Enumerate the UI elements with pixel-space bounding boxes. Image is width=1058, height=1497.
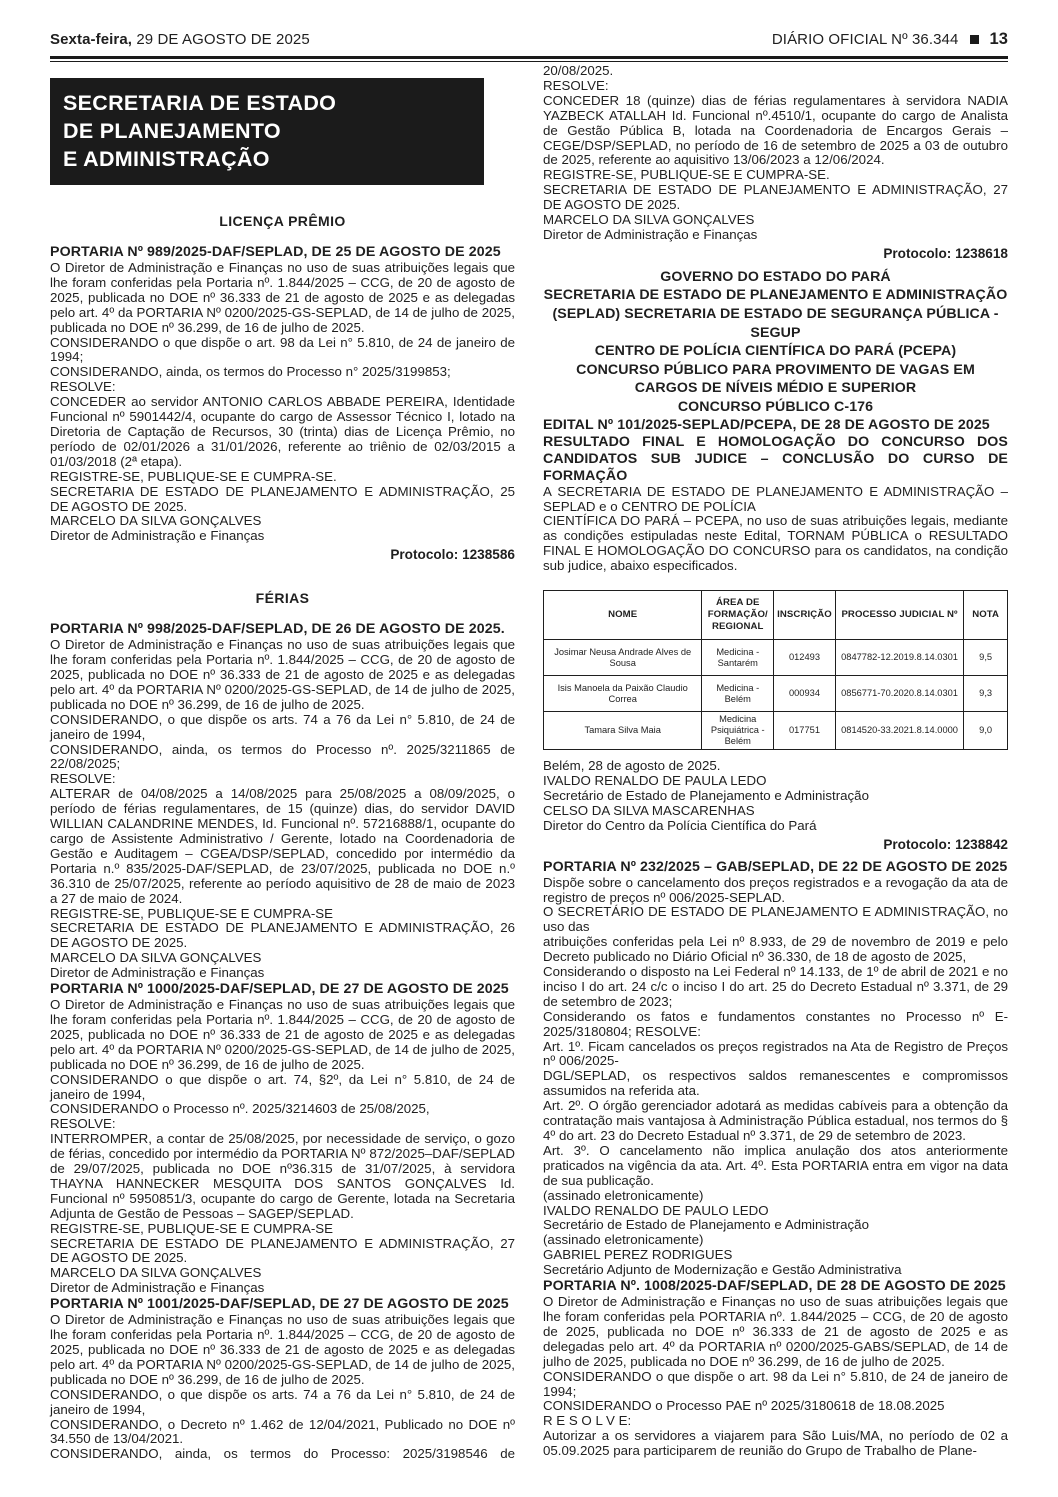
- paragraph: Diretor de Administração e Finanças: [50, 1280, 265, 1296]
- table-cell: 9,5: [964, 640, 1008, 676]
- center-heading: GOVERNO DO ESTADO DO PARÁ: [660, 268, 891, 285]
- banner-line: DE PLANEJAMENTO: [63, 119, 281, 143]
- table-cell: Josimar Neusa Andrade Alves de Sousa: [544, 640, 702, 676]
- paragraph: MARCELO DA SILVA GONÇALVES: [543, 212, 755, 228]
- paragraph: A SECRETARIA DE ESTADO DE PLANEJAMENTO E ADMINISTRAÇÃO – SEPLAD e o CENTRO DE POLÍCIA: [543, 483, 1008, 514]
- table-cell: Medicina - Belém: [702, 676, 774, 712]
- paragraph: Secretário de Estado de Planejamento e Administração: [543, 787, 869, 803]
- paragraph: R E S O L V E:: [543, 1413, 632, 1429]
- table-header-cell: NOTA: [964, 591, 1008, 640]
- journal-title: DIÁRIO OFICIAL Nº 36.344: [771, 31, 959, 48]
- right-column-blocks: [543, 64, 1008, 1459]
- table-row: [544, 640, 1008, 676]
- paragraph: CONSIDERANDO o que dispõe o art. 74, §2º, da Lei n° 5.810, de 24 de janeiro de 1994,: [50, 1071, 515, 1102]
- paragraph: 20/08/2025.: [543, 63, 614, 78]
- paragraph: RESOLVE:: [50, 1116, 116, 1132]
- page-number: 13: [989, 30, 1008, 48]
- paragraph: Diretor do Centro da Polícia Científica do Pará: [543, 817, 817, 833]
- center-heading: CENTRO DE POLÍCIA CIENTÍFICA DO PARÁ (PCEPA): [594, 343, 957, 360]
- paragraph: O SECRETÁRIO DE ESTADO DE PLANEJAMENTO E ADMINISTRAÇÃO, no uso das: [543, 904, 1008, 935]
- paragraph: CONSIDERANDO, o Decreto nº 1.462 de 12/04/2021, Publicado no DOE nº 34.550 de 13/04/2021.: [50, 1416, 515, 1447]
- table-cell: 0856771-70.2020.8.14.0301: [835, 676, 963, 712]
- paragraph: O Diretor de Administração e Finanças no uso de suas atribuições legais que lhe foram conferidas pela Portaria nº. 1.844/2025 – CCG, de 20 de agosto de 2025, publicada no DOE nº 36.333 de 21 de agosto de 2025 e as delegadas pelo art. 4º da PORTARIA Nº 0200/2025-GS-SEPLAD, de 14 de julho de 2025, publicada no DOE nº 36.299, de 16 de julho de 2025.: [50, 637, 515, 712]
- paragraph: CONSIDERANDO, o que dispõe os arts. 74 a 76 da Lei n° 5.810, de 24 de janeiro de 1994,: [50, 711, 515, 742]
- paragraph: Art. 1º. Ficam cancelados os preços registrados na Ata de Registro de Preços nº 006/2025-: [543, 1038, 1008, 1069]
- paragraph: RESOLVE:: [50, 379, 116, 395]
- results-table: [543, 590, 1008, 750]
- center-heading: CONCURSO PÚBLICO PARA PROVIMENTO DE VAGAS EM CARGOS DE NÍVEIS MÉDIO E SUPERIOR: [576, 361, 975, 397]
- paragraph: Considerando os fatos e fundamentos constantes no Processo nº E-2025/3180804; RESOLVE:: [543, 1008, 1008, 1039]
- masthead-date: [50, 31, 310, 48]
- paragraph: IVALDO RENALDO DE PAULO LEDO: [543, 1202, 769, 1218]
- paragraph: (assinado eletronicamente): [543, 1187, 704, 1203]
- paragraph: RESOLVE:: [50, 771, 116, 787]
- protocol-number: Protocolo: 1238586: [390, 547, 515, 563]
- paragraph: CONCEDER 18 (quinze) dias de férias regulamentares à servidora NADIA YAZBECK ATALLAH Id. Funcional nº.4510/1, ocupante do cargo de Analista de Gestão Pública B, lotada na Coordenadoria de Encargos Gerais – CEGE/DSP/SEPLAD, no período de 16 de setembro de 2025 a 03 de outubro de 2025, referente ao aquisitivo 13/06/2023 a 12/06/2024.: [543, 92, 1008, 168]
- paragraph: CONSIDERANDO, ainda, os termos do Processo n° 2025/3199853;: [50, 364, 451, 380]
- portaria-heading: EDITAL Nº 101/2025-SEPLAD/PCEPA, DE 28 DE AGOSTO DE 2025: [543, 416, 990, 433]
- paragraph: Secretário de Estado de Planejamento e Administração: [543, 1217, 869, 1233]
- table-header-cell: ÁREA DE FORMAÇÃO/ REGIONAL: [702, 591, 774, 640]
- center-heading: CONCURSO PÚBLICO C-176: [677, 399, 874, 416]
- content-columns: [50, 64, 1008, 1462]
- banner-line: E ADMINISTRAÇÃO: [63, 147, 270, 171]
- portaria-heading: PORTARIA Nº 1001/2025-DAF/SEPLAD, DE 27 DE AGOSTO DE 2025: [50, 1296, 509, 1313]
- paragraph: Diretor de Administração e Finanças: [543, 226, 758, 242]
- paragraph: Autorizar a os servidores a viajarem para São Luis/MA, no período de 02 a 05.09.2025 para participarem de reunião do Grupo de Trabalho de Plane-: [543, 1428, 1008, 1459]
- center-heading: SECRETARIA DE ESTADO DE PLANEJAMENTO E ADMINISTRAÇÃO (SEPLAD) SECRETARIA DE ESTADO DE SEGURANÇA PÚBLICA - SEGUP: [543, 287, 1008, 341]
- square-bullet-icon: [970, 35, 979, 44]
- paragraph: Diretor de Administração e Finanças: [50, 965, 265, 981]
- section-title: LICENÇA PRÊMIO: [219, 213, 346, 229]
- paragraph: Belém, 28 de agosto de 2025.: [543, 758, 721, 774]
- paragraph: Dispõe sobre o cancelamento dos preços registrados e a revogação da ata de registro de preços nº 006/2025-SEPLAD.: [543, 874, 1008, 905]
- table-cell: Tamara Silva Maia: [544, 712, 702, 750]
- paragraph: CIENTÍFICA DO PARÁ – PCEPA, no uso de suas atribuições legais, mediante as condições estipuladas neste Edital, TORNAM PÚBLICA o RESULTADO FINAL E HOMOLOGAÇÃO DO CONCURSO para os candidatos, na condição sub judice, abaixo especificados.: [543, 513, 1008, 574]
- table-cell: Medicina Psiquiátrica - Belém: [702, 712, 774, 750]
- left-column: [50, 64, 515, 1462]
- portaria-heading: PORTARIA Nº. 1008/2025-DAF/SEPLAD, DE 28 DE AGOSTO DE 2025: [543, 1278, 1006, 1295]
- paragraph: SECRETARIA DE ESTADO DE PLANEJAMENTO E ADMINISTRAÇÃO, 25 DE AGOSTO DE 2025.: [50, 483, 515, 514]
- paragraph: O Diretor de Administração e Finanças no uso de suas atribuições legais que lhe foram conferidas pela Portaria nº. 1.844/2025 – CCG, de 20 de agosto de 2025, publicada no DOE nº 36.333 de 21 de agosto de 2025 e as delegadas pelo art. 4º da PORTARIA Nº 0200/2025-GS-SEPLAD, de 14 de julho de 2025, publicada no DOE nº 36.299, de 16 de julho de 2025.: [50, 997, 515, 1072]
- paragraph: INTERROMPER, a contar de 25/08/2025, por necessidade de serviço, o gozo de férias, concedido por intermédio da PORTARIA Nº 872/2025–DAF/SEPLAD de 29/07/2025, publicada no DOE nº36.315 de 31/07/2025, à servidora THAYNA HANNECKER MESQUITA DOS SANTOS GONÇALVES Id. Funcional nº 5950851/3, ocupante do cargo de Gerente, lotada na Secretaria Adjunta de Gestão de Pessoas – SAGEP/SEPLAD.: [50, 1131, 515, 1221]
- paragraph: Considerando o disposto na Lei Federal nº 14.133, de 1º de abril de 2021 e no inciso I do art. 24 c/c o inciso I do art. 25 do Decreto Estadual nº 3.371, de 29 de setembro de 2023;: [543, 964, 1008, 1009]
- section-title: FÉRIAS: [255, 590, 310, 607]
- table-cell: 012493: [774, 640, 836, 676]
- paragraph: O Diretor de Administração e Finanças no uso de suas atribuições legais que lhe foram conferidas pela Portaria nº. 1.844/2025 – CCG, de 20 de agosto de 2025, publicada no DOE nº 36.333 de 21 de agosto de 2025 e as delegadas pelo art. 4º da PORTARIA Nº 0200/2025-GS-SEPLAD, de 14 de julho de 2025, publicada no DOE nº 36.299, de 16 de julho de 2025.: [50, 1312, 515, 1387]
- table-header-cell: INSCRIÇÃO: [774, 591, 836, 640]
- paragraph: CONSIDERANDO, ainda, os termos do Processo: 2025/3198546 de: [50, 1446, 515, 1462]
- paragraph: MARCELO DA SILVA GONÇALVES: [50, 513, 262, 529]
- paragraph: MARCELO DA SILVA GONÇALVES: [50, 950, 262, 966]
- portaria-heading: RESULTADO FINAL E HOMOLOGAÇÃO DO CONCURSO DOS CANDIDATOS SUB JUDICE – CONCLUSÃO DO CURSO DE FORMAÇÃO: [543, 433, 1008, 484]
- table-row: [544, 712, 1008, 750]
- paragraph: CONSIDERANDO o Processo nº. 2025/3214603 de 25/08/2025,: [50, 1101, 430, 1117]
- paragraph: Secretário Adjunto de Modernização e Gestão Administrativa: [543, 1262, 902, 1278]
- paragraph: O Diretor de Administração e Finanças no uso de suas atribuições legais que lhe foram conferidas pela Portaria nº. 1.844/2025 – CCG, de 20 de agosto de 2025, publicada no DOE nº 36.333 de 21 de agosto de 2025 e as delegadas pelo art. 4º da PORTARIA Nº 0200/2025-GS-SEPLAD, de 14 de julho de 2025, publicada no DOE nº 36.299, de 16 de julho de 2025.: [50, 260, 515, 335]
- table-cell: 0814520-33.2021.8.14.0000: [835, 712, 963, 750]
- paragraph: ALTERAR de 04/08/2025 a 14/08/2025 para 25/08/2025 a 08/09/2025, o período de férias regulamentares, de 15 (quinze) dias, do servidor DAVID WILLIAN CALANDRINE MENDES, Id. Funcional nº. 57216888/1, ocupante do cargo de Assistente Administrativo / Gerente, lotado na Coordenadoria de Gestão e Auditagem – CGEA/DSP/SEPLAD, concedido por intermédio da Portaria n.º 835/2025-DAF/SEPLAD, de 23/07/2025, publicada no DOE n.º 36.310 de 25/07/2025, referente ao período aquisitivo de 28 de maio de 2023 a 27 de maio de 2024.: [50, 786, 515, 906]
- portaria-heading: PORTARIA Nº 232/2025 – GAB/SEPLAD, DE 22 DE AGOSTO DE 2025: [543, 858, 1008, 875]
- header-divider: [50, 56, 1008, 62]
- agency-banner: [50, 78, 484, 185]
- paragraph: CONCEDER ao servidor ANTONIO CARLOS ABBADE PEREIRA, Identidade Funcional nº 5901442/4, ocupante do cargo de Assessor Técnico I, lotado na Diretoria de Captação de Recursos, 30 (trinta) dias de Licença Prêmio, no período de 02/01/2026 a 31/01/2026, referente ao triênio de 02/03/2015 a 01/03/2018 (2ª etapa).: [50, 394, 515, 469]
- paragraph: CONSIDERANDO, o que dispõe os arts. 74 a 76 da Lei n° 5.810, de 24 de janeiro de 1994,: [50, 1386, 515, 1417]
- protocol-number: Protocolo: 1238618: [883, 245, 1008, 261]
- paragraph: MARCELO DA SILVA GONÇALVES: [50, 1265, 262, 1281]
- paragraph: (assinado eletronicamente): [543, 1232, 704, 1248]
- table-header-cell: PROCESSO JUDICIAL Nº: [835, 591, 963, 640]
- paragraph: CONSIDERANDO o que dispõe o art. 98 da Lei n° 5.810, de 24 de janeiro de 1994;: [543, 1368, 1008, 1399]
- paragraph: IVALDO RENALDO DE PAULA LEDO: [543, 772, 767, 788]
- portaria-heading: PORTARIA Nº 998/2025-DAF/SEPLAD, DE 26 DE AGOSTO DE 2025.: [50, 621, 505, 638]
- paragraph: REGISTRE-SE, PUBLIQUE-SE E CUMPRA-SE.: [50, 468, 337, 484]
- table-cell: 000934: [774, 676, 836, 712]
- paragraph: Diretor de Administração e Finanças: [50, 528, 265, 544]
- paragraph: atribuições conferidas pela Lei nº 8.933, de 29 de novembro de 2019 e pelo Decreto publicado no Diário Oficial nº 36.330, de 18 de agosto de 2025,: [543, 934, 1008, 965]
- table-cell: 9,0: [964, 712, 1008, 750]
- portaria-heading: PORTARIA Nº 1000/2025-DAF/SEPLAD, DE 27 DE AGOSTO DE 2025: [50, 981, 509, 998]
- masthead-weekday: Sexta-feira,: [50, 31, 133, 48]
- paragraph: REGISTRE-SE, PUBLIQUE-SE E CUMPRA-SE: [50, 1220, 333, 1236]
- paragraph: CONSIDERANDO, ainda, os termos do Processo nº. 2025/3211865 de 22/08/2025;: [50, 741, 515, 772]
- paragraph: Art. 2º. O órgão gerenciador adotará as medidas cabíveis para a obtenção da contratação mais vantajosa à Administração Pública estadual, nos termos do § 4º do art. 23 do Decreto Estadual nº 3.371, de 29 de setembro de 2023.: [543, 1098, 1008, 1143]
- masthead-date-rest: 29 DE AGOSTO DE 2025: [132, 31, 310, 48]
- paragraph: CONSIDERANDO o que dispõe o art. 98 da Lei n° 5.810, de 24 de janeiro de 1994;: [50, 334, 515, 365]
- paragraph: REGISTRE-SE, PUBLIQUE-SE E CUMPRA-SE.: [543, 167, 830, 183]
- paragraph: SECRETARIA DE ESTADO DE PLANEJAMENTO E ADMINISTRAÇÃO, 27 DE AGOSTO DE 2025.: [543, 182, 1008, 213]
- left-column-blocks: [50, 213, 515, 1462]
- paragraph: CELSO DA SILVA MASCARENHAS: [543, 802, 755, 818]
- paragraph: REGISTRE-SE, PUBLIQUE-SE E CUMPRA-SE: [50, 905, 333, 921]
- paragraph: GABRIEL PEREZ RODRIGUES: [543, 1247, 733, 1263]
- paragraph: SECRETARIA DE ESTADO DE PLANEJAMENTO E ADMINISTRAÇÃO, 26 DE AGOSTO DE 2025.: [50, 920, 515, 951]
- table-header-row: [544, 591, 1008, 640]
- paragraph: CONSIDERANDO o Processo PAE nº 2025/3180618 de 18.08.2025: [543, 1398, 945, 1414]
- table-cell: 9,3: [964, 676, 1008, 712]
- table-row: [544, 676, 1008, 712]
- masthead-journal-info: [772, 30, 1008, 49]
- table-cell: Isis Manoela da Paixão Claudio Correa: [544, 676, 702, 712]
- masthead: [50, 30, 1008, 49]
- paragraph: RESOLVE:: [543, 77, 609, 93]
- paragraph: SECRETARIA DE ESTADO DE PLANEJAMENTO E ADMINISTRAÇÃO, 27 DE AGOSTO DE 2025.: [50, 1235, 515, 1266]
- paragraph: O Diretor de Administração e Finanças no uso de suas atribuições legais que lhe foram conferidas pela PORTARIA nº. 1.844/2025 – CCG, de 20 de agosto de 2025, publicada no DOE nº 36.333 de 21 de agosto de 2025 e as delegadas pelo art. 4º da PORTARIA nº 0200/2025-GABS/SEPLAD, de 14 de julho de 2025, publicada no DOE nº 36.299, de 16 de julho de 2025.: [543, 1294, 1008, 1369]
- paragraph: DGL/SEPLAD, os respectivos saldos remanescentes e compromissos assumidos na referida ata.: [543, 1068, 1008, 1099]
- paragraph: Art. 3º. O cancelamento não implica anulação dos atos anteriormente praticados na vigência da ata. Art. 4º. Esta PORTARIA entra em vigor na data de sua publicação.: [543, 1142, 1008, 1188]
- table-cell: 0847782-12.2019.8.14.0301: [835, 640, 963, 676]
- table-cell: Medicina - Santarém: [702, 640, 774, 676]
- protocol-number: Protocolo: 1238842: [883, 836, 1008, 852]
- table-cell: 017751: [774, 712, 836, 750]
- right-column: [543, 64, 1008, 1459]
- banner-line: SECRETARIA DE ESTADO: [63, 91, 337, 115]
- portaria-heading: PORTARIA Nº 989/2025-DAF/SEPLAD, DE 25 DE AGOSTO DE 2025: [50, 244, 501, 260]
- table-header-cell: NOME: [544, 591, 702, 640]
